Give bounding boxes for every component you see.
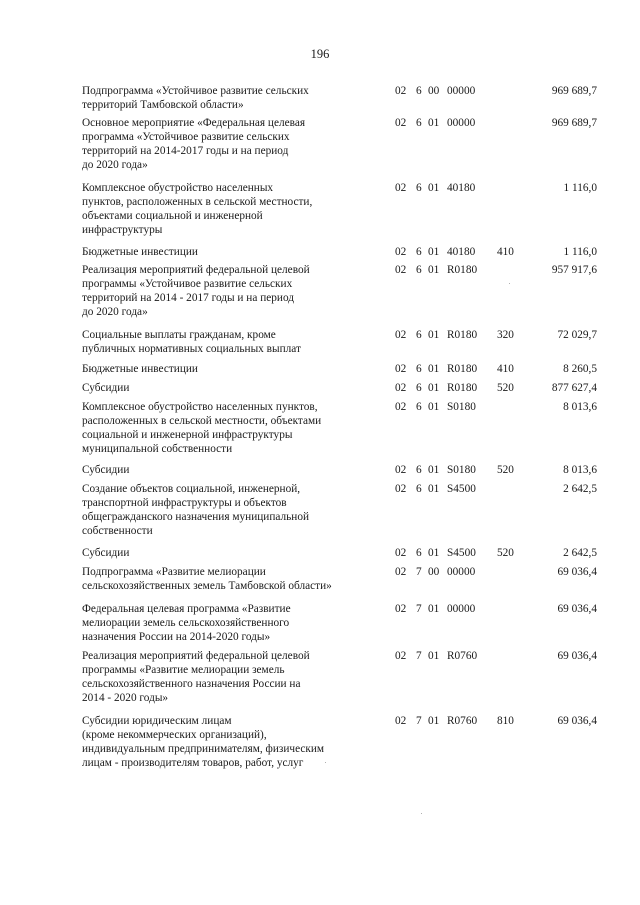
row-name xyxy=(82,84,382,112)
target-code: R0760 xyxy=(447,715,478,727)
expense-type-code: 410 xyxy=(497,363,514,375)
row-name-line: Федеральная целевая программа «Развитие xyxy=(82,603,291,615)
target-code: S4500 xyxy=(447,483,476,495)
row-name-line: Субсидии xyxy=(82,382,130,394)
row-name-line: назначения России на 2014-2020 годы» xyxy=(82,631,271,643)
section-code: 02 xyxy=(395,117,407,129)
section-code: 02 xyxy=(395,547,407,559)
row-name xyxy=(82,245,382,259)
section-code: 02 xyxy=(395,264,407,276)
amount: 69 036,4 xyxy=(557,566,597,578)
target-code: 40180 xyxy=(447,182,476,194)
section-code: 02 xyxy=(395,603,407,615)
scan-speck xyxy=(421,813,422,814)
row-name-line: объектами социальной и инженерной xyxy=(82,210,263,222)
row-name-line: лицам - производителям товаров, работ, услуг xyxy=(82,757,304,769)
program-code: 6 xyxy=(416,464,422,476)
row-name-line: до 2020 года» xyxy=(82,159,148,171)
target-code: 00000 xyxy=(447,117,476,129)
expense-type-code: 520 xyxy=(497,382,514,394)
program-code: 6 xyxy=(416,547,422,559)
target-code: 00000 xyxy=(447,566,476,578)
row-name xyxy=(82,546,382,560)
row-name-line: мелиорации земель сельскохозяйственного xyxy=(82,617,290,629)
program-code: 6 xyxy=(416,264,422,276)
program-code: 7 xyxy=(416,603,422,615)
expense-type-code: 320 xyxy=(497,329,514,341)
row-name xyxy=(82,181,382,237)
row-name-line: транспортной инфраструктуры и объектов xyxy=(82,497,287,509)
expense-type-code: 410 xyxy=(497,246,514,258)
target-code: R0180 xyxy=(447,363,478,375)
row-name-line: (кроме некоммерческих организаций), xyxy=(82,729,267,741)
row-name-line: Социальные выплаты гражданам, кроме xyxy=(82,329,276,341)
row-name xyxy=(82,649,382,705)
program-code: 6 xyxy=(416,363,422,375)
subprogram-code: 01 xyxy=(428,401,440,413)
program-code: 7 xyxy=(416,715,422,727)
program-code: 6 xyxy=(416,483,422,495)
row-name xyxy=(82,263,382,319)
row-name-line: Реализация мероприятий федеральной целевой xyxy=(82,264,310,276)
amount: 969 689,7 xyxy=(551,85,597,97)
row-name-line: Комплексное обустройство населенных пунктов, xyxy=(82,401,318,413)
row-name-line: Субсидии xyxy=(82,547,130,559)
subprogram-code: 01 xyxy=(428,650,440,662)
amount: 969 689,7 xyxy=(551,117,597,129)
section-code: 02 xyxy=(395,246,407,258)
subprogram-code: 01 xyxy=(428,329,440,341)
amount: 8 260,5 xyxy=(563,363,597,375)
row-name-line: программы «Устойчивое развитие сельских xyxy=(82,278,293,290)
row-name-line: Комплексное обустройство населенных xyxy=(82,182,274,194)
section-code: 02 xyxy=(395,329,407,341)
subprogram-code: 01 xyxy=(428,246,440,258)
program-code: 6 xyxy=(416,117,422,129)
subprogram-code: 00 xyxy=(428,85,440,97)
subprogram-code: 01 xyxy=(428,603,440,615)
row-name xyxy=(82,381,382,395)
program-code: 6 xyxy=(416,401,422,413)
scan-speck xyxy=(509,283,510,284)
program-code: 7 xyxy=(416,650,422,662)
row-name xyxy=(82,362,382,376)
section-code: 02 xyxy=(395,650,407,662)
section-code: 02 xyxy=(395,483,407,495)
subprogram-code: 01 xyxy=(428,264,440,276)
expense-type-code: 520 xyxy=(497,547,514,559)
program-code: 6 xyxy=(416,182,422,194)
target-code: 40180 xyxy=(447,246,476,258)
row-name-line: территорий Тамбовской области» xyxy=(82,99,244,111)
amount: 1 116,0 xyxy=(563,182,597,194)
amount: 69 036,4 xyxy=(557,603,597,615)
row-name-line: территорий на 2014-2017 годы и на период xyxy=(82,145,289,157)
target-code: S4500 xyxy=(447,547,476,559)
row-name-line: пунктов, расположенных в сельской местности, xyxy=(82,196,313,208)
program-code: 6 xyxy=(416,382,422,394)
row-name-line: Субсидии юридическим лицам xyxy=(82,715,232,727)
subprogram-code: 01 xyxy=(428,382,440,394)
section-code: 02 xyxy=(395,382,407,394)
amount: 8 013,6 xyxy=(563,401,597,413)
section-code: 02 xyxy=(395,85,407,97)
subprogram-code: 01 xyxy=(428,182,440,194)
row-name xyxy=(82,463,382,477)
section-code: 02 xyxy=(395,464,407,476)
row-name-line: 2014 - 2020 годы» xyxy=(82,692,169,704)
row-name-line: Субсидии xyxy=(82,464,130,476)
row-name-line: Бюджетные инвестиции xyxy=(82,246,198,258)
row-name-line: расположенных в сельской местности, объектами xyxy=(82,415,322,427)
subprogram-code: 01 xyxy=(428,483,440,495)
program-code: 6 xyxy=(416,329,422,341)
row-name-line: сельскохозяйственного назначения России на xyxy=(82,678,301,690)
row-name-line: Создание объектов социальной, инженерной, xyxy=(82,483,301,495)
target-code: S0180 xyxy=(447,401,476,413)
section-code: 02 xyxy=(395,566,407,578)
row-name-line: программы «Развитие мелиорации земель xyxy=(82,664,285,676)
program-code: 6 xyxy=(416,85,422,97)
row-name-line: общегражданского назначения муниципальной xyxy=(82,511,310,523)
row-name-line: индивидуальным предпринимателям, физическим xyxy=(82,743,325,755)
section-code: 02 xyxy=(395,182,407,194)
row-name-line: Подпрограмма «Развитие мелиорации xyxy=(82,566,266,578)
row-name-line: Бюджетные инвестиции xyxy=(82,363,198,375)
program-code: 6 xyxy=(416,246,422,258)
amount: 1 116,0 xyxy=(563,246,597,258)
row-name xyxy=(82,328,382,356)
row-name-line: социальной и инженерной инфраструктуры xyxy=(82,429,293,441)
row-name-line: муниципальной собственности xyxy=(82,443,233,455)
row-name-line: собственности xyxy=(82,525,153,537)
subprogram-code: 01 xyxy=(428,117,440,129)
amount: 69 036,4 xyxy=(557,650,597,662)
target-code: R0180 xyxy=(447,264,478,276)
amount: 2 642,5 xyxy=(563,483,597,495)
amount: 69 036,4 xyxy=(557,715,597,727)
row-name xyxy=(82,482,382,538)
row-name-line: до 2020 года» xyxy=(82,306,148,318)
amount: 72 029,7 xyxy=(557,329,597,341)
amount: 8 013,6 xyxy=(563,464,597,476)
row-name-line: территорий на 2014 - 2017 годы и на период xyxy=(82,292,295,304)
row-name xyxy=(82,565,382,593)
program-code: 7 xyxy=(416,566,422,578)
expense-type-code: 810 xyxy=(497,715,514,727)
row-name-line: Реализация мероприятий федеральной целевой xyxy=(82,650,310,662)
subprogram-code: 01 xyxy=(428,464,440,476)
row-name xyxy=(82,400,382,456)
row-name-line: сельскохозяйственных земель Тамбовской области» xyxy=(82,580,332,592)
row-name xyxy=(82,602,382,644)
section-code: 02 xyxy=(395,715,407,727)
target-code: R0760 xyxy=(447,650,478,662)
row-name-line: публичных нормативных социальных выплат xyxy=(82,343,301,355)
row-name-line: Подпрограмма «Устойчивое развитие сельских xyxy=(82,85,309,97)
expense-type-code: 520 xyxy=(497,464,514,476)
amount: 2 642,5 xyxy=(563,547,597,559)
scan-speck xyxy=(325,762,326,763)
amount: 957 917,6 xyxy=(551,264,597,276)
target-code: R0180 xyxy=(447,382,478,394)
row-name xyxy=(82,714,382,770)
target-code: S0180 xyxy=(447,464,476,476)
target-code: 00000 xyxy=(447,603,476,615)
section-code: 02 xyxy=(395,401,407,413)
subprogram-code: 01 xyxy=(428,547,440,559)
section-code: 02 xyxy=(395,363,407,375)
subprogram-code: 01 xyxy=(428,363,440,375)
target-code: 00000 xyxy=(447,85,476,97)
target-code: R0180 xyxy=(447,329,478,341)
amount: 877 627,4 xyxy=(551,382,597,394)
page-number: 196 xyxy=(310,47,330,61)
row-name-line: инфраструктуры xyxy=(82,224,163,236)
row-name-line: программа «Устойчивое развитие сельских xyxy=(82,131,290,143)
row-name xyxy=(82,116,382,172)
subprogram-code: 01 xyxy=(428,715,440,727)
subprogram-code: 00 xyxy=(428,566,440,578)
row-name-line: Основное мероприятие «Федеральная целевая xyxy=(82,117,306,129)
